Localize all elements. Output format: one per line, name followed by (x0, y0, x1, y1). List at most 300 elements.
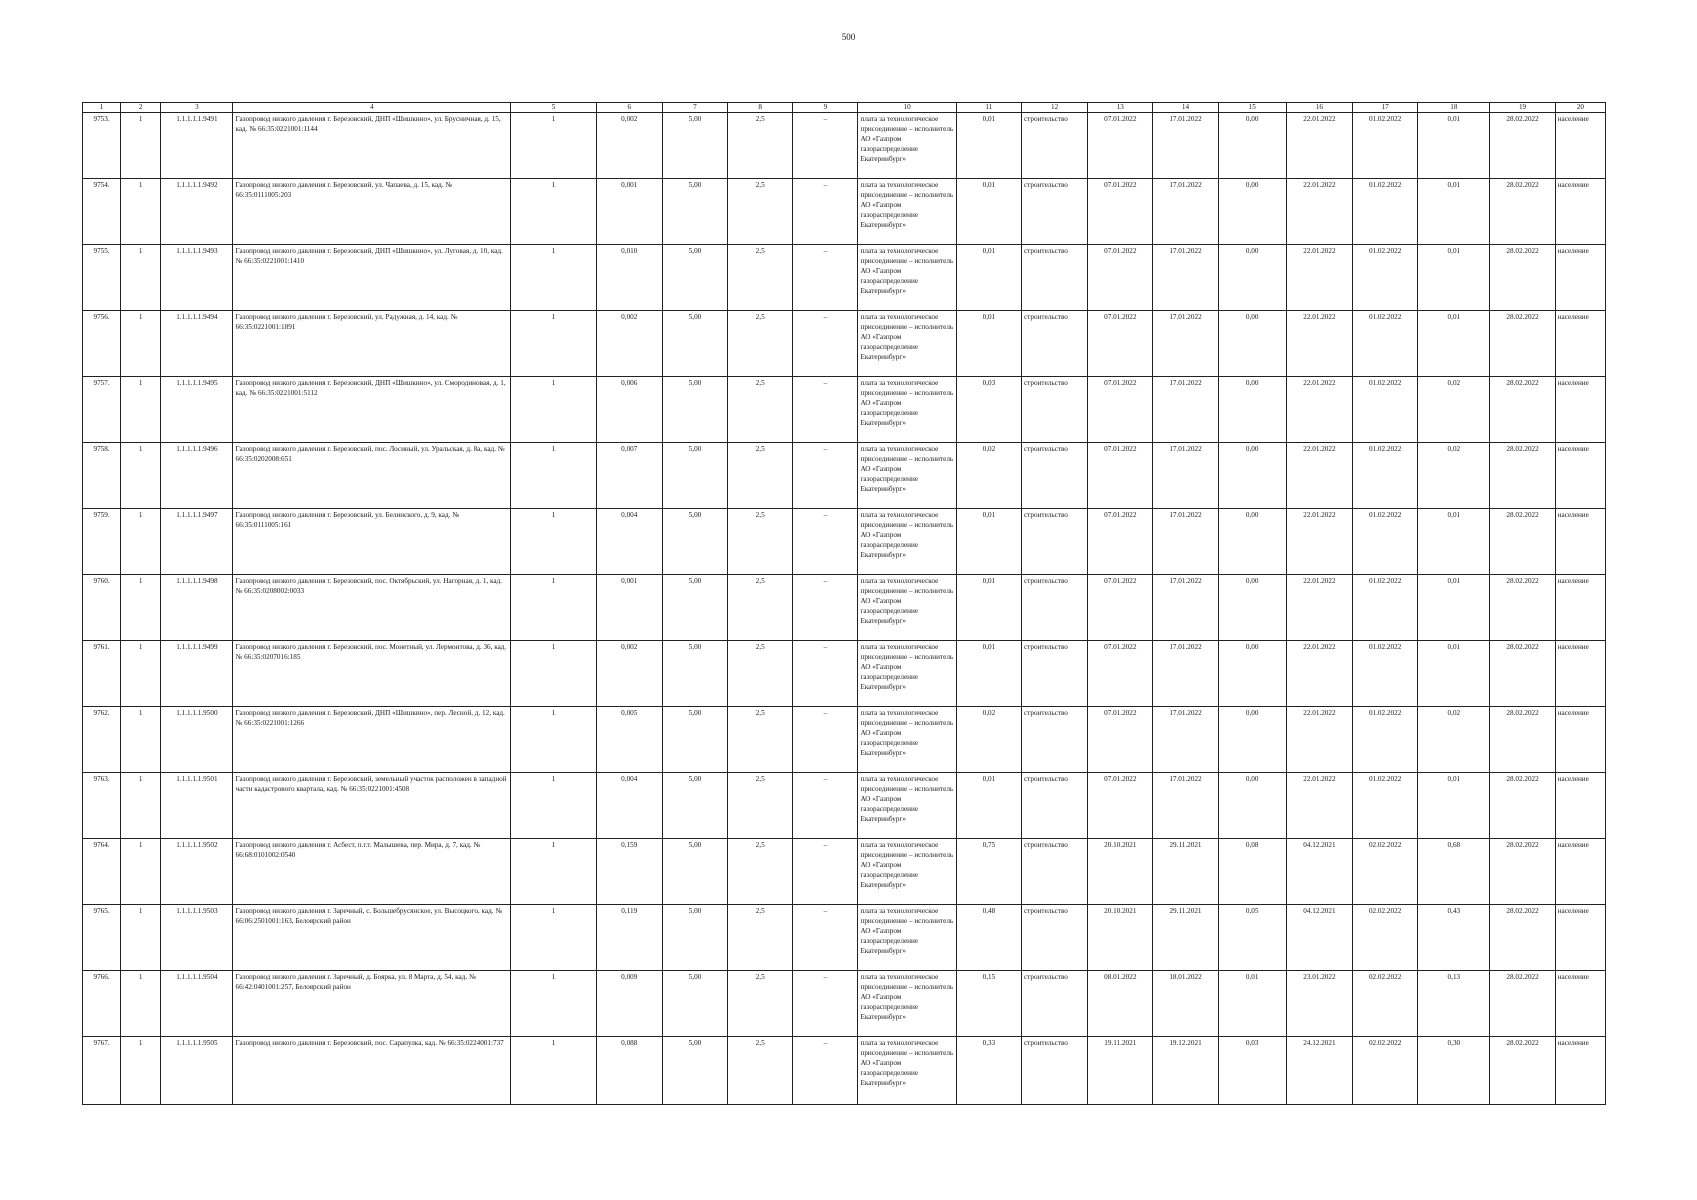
table-cell: 0,00 (1218, 311, 1286, 377)
table-cell: 9753. (83, 113, 121, 179)
table-cell: 0,05 (1218, 905, 1286, 971)
table-cell: 1 (121, 905, 161, 971)
table-cell: 0,002 (596, 641, 662, 707)
table-cell: – (793, 707, 858, 773)
table-cell: население (1555, 443, 1605, 509)
table-cell: 1.1.1.1.1.9500 (161, 707, 233, 773)
table-cell: 9761. (83, 641, 121, 707)
table-cell: Газопровод низкого давления г. Заречный, с. Большебрусянское, ул. Высоцкого, кад. № 66:06:2501001:163, Белоярский район (233, 905, 511, 971)
column-header: 1 (83, 103, 121, 113)
table-cell: 5,00 (662, 311, 727, 377)
table-cell: 0,03 (1218, 1037, 1286, 1105)
table-cell: 1 (121, 707, 161, 773)
table-cell: Газопровод низкого давления г. Асбест, п.г.т. Малышева, пер. Мира, д. 7, кад. № 66:68:0101002:0540 (233, 839, 511, 905)
table-cell: 5,00 (662, 971, 727, 1037)
table-cell: 0,01 (1418, 575, 1490, 641)
table-cell: 1.1.1.1.1.9498 (161, 575, 233, 641)
table-cell: 1.1.1.1.1.9491 (161, 113, 233, 179)
table-cell: 0,001 (596, 575, 662, 641)
table-cell: 28.02.2022 (1490, 179, 1555, 245)
column-header: 16 (1286, 103, 1352, 113)
table-row (83, 443, 1606, 509)
table-cell: 1 (511, 1037, 596, 1105)
table-cell: Газопровод низкого давления г. Березовский, ДНП «Шишкино», пер. Лесной, д. 12, кад. № 66:35:0221001:1266 (233, 707, 511, 773)
table-cell: 01.02.2022 (1353, 443, 1418, 509)
table-cell: 0,00 (1218, 509, 1286, 575)
table-cell: 2,5 (728, 773, 793, 839)
table-cell: 1 (121, 641, 161, 707)
table-cell: Газопровод низкого давления г. Березовский, ул. Чапаева, д. 15, кад. № 66:35:0111005:203 (233, 179, 511, 245)
table-cell: 9760. (83, 575, 121, 641)
table-cell: 0,01 (956, 113, 1021, 179)
table-cell: 9765. (83, 905, 121, 971)
table-cell: 9762. (83, 707, 121, 773)
table-cell: 9764. (83, 839, 121, 905)
table-cell: 01.02.2022 (1353, 113, 1418, 179)
table-cell: 0,01 (1218, 971, 1286, 1037)
table-cell: 5,00 (662, 773, 727, 839)
table-row (83, 641, 1606, 707)
table-cell: строительство (1021, 641, 1087, 707)
table-cell: 01.02.2022 (1353, 245, 1418, 311)
table-cell: плата за технологическое присоединение – исполнитель АО «Газпром газораспределение Екатеринбург» (858, 113, 956, 179)
table-cell: 22.01.2022 (1286, 113, 1352, 179)
table-cell: 17.01.2022 (1153, 311, 1218, 377)
table-cell: строительство (1021, 839, 1087, 905)
table-cell: 9758. (83, 443, 121, 509)
table-cell: строительство (1021, 575, 1087, 641)
table-cell: 1.1.1.1.1.9492 (161, 179, 233, 245)
table-row (83, 311, 1606, 377)
table-cell: 1 (121, 377, 161, 443)
table-cell: 5,00 (662, 1037, 727, 1105)
table-cell: 07.01.2022 (1088, 509, 1153, 575)
table-cell: 0,004 (596, 509, 662, 575)
table-cell: 0,159 (596, 839, 662, 905)
table-cell: плата за технологическое присоединение – исполнитель АО «Газпром газораспределение Екатеринбург» (858, 245, 956, 311)
table-cell: плата за технологическое присоединение – исполнитель АО «Газпром газораспределение Екатеринбург» (858, 509, 956, 575)
table-cell: 18.01.2022 (1153, 971, 1218, 1037)
table-cell: население (1555, 377, 1605, 443)
table-cell: 2,5 (728, 971, 793, 1037)
table-cell: 0,01 (956, 641, 1021, 707)
table-cell: 1 (121, 443, 161, 509)
table-cell: – (793, 905, 858, 971)
column-header: 10 (858, 103, 956, 113)
table-cell: Газопровод низкого давления г. Березовский, ул. Радужная, д. 14, кад. № 66:35:0221001:1891 (233, 311, 511, 377)
table-cell: 5,00 (662, 641, 727, 707)
table-cell: 0,009 (596, 971, 662, 1037)
table-cell: 0,75 (956, 839, 1021, 905)
table-cell: 5,00 (662, 905, 727, 971)
column-header: 3 (161, 103, 233, 113)
table-cell: Газопровод низкого давления г. Березовский, пос. Монетный, ул. Лермонтова, д. 36, кад. № 66:35:0207016:185 (233, 641, 511, 707)
table-cell: 0,01 (1418, 641, 1490, 707)
table-cell: 0,00 (1218, 443, 1286, 509)
table-cell: 0,02 (956, 443, 1021, 509)
table-cell: 5,00 (662, 707, 727, 773)
table-cell: 0,006 (596, 377, 662, 443)
table-cell: население (1555, 113, 1605, 179)
table-cell: 5,00 (662, 839, 727, 905)
table-row (83, 575, 1606, 641)
column-header: 12 (1021, 103, 1087, 113)
table-cell: 17.01.2022 (1153, 509, 1218, 575)
table-cell: 20.10.2021 (1088, 905, 1153, 971)
table-cell: 20.10.2021 (1088, 839, 1153, 905)
table-cell: 19.12.2021 (1153, 1037, 1218, 1105)
table-cell: 07.01.2022 (1088, 641, 1153, 707)
column-header: 19 (1490, 103, 1555, 113)
table-cell: Газопровод низкого давления г. Березовский, ДНП «Шишкино», ул. Брусничная, д. 15, кад. № 66:35:0221001:1144 (233, 113, 511, 179)
table-cell: плата за технологическое присоединение – исполнитель АО «Газпром газораспределение Екатеринбург» (858, 311, 956, 377)
table-cell: население (1555, 641, 1605, 707)
table-cell: 22.01.2022 (1286, 443, 1352, 509)
table-cell: 0,005 (596, 707, 662, 773)
table-cell: 1.1.1.1.1.9503 (161, 905, 233, 971)
table-cell: 2,5 (728, 905, 793, 971)
table-cell: 17.01.2022 (1153, 641, 1218, 707)
table-cell: Газопровод низкого давления г. Березовский, пос. Лосиный, ул. Уральская, д. 8а, кад. № 66:35:0202008:651 (233, 443, 511, 509)
table-cell: Газопровод низкого давления г. Березовский, земельный участок расположен в западной части кадастрового квартала, кад. № 66:35:0221001:4508 (233, 773, 511, 839)
table-cell: 1 (511, 905, 596, 971)
table-cell: 2,5 (728, 1037, 793, 1105)
table-cell: 0,01 (1418, 179, 1490, 245)
table-cell: население (1555, 575, 1605, 641)
table-cell: 1 (121, 839, 161, 905)
column-header: 13 (1088, 103, 1153, 113)
table-cell: 22.01.2022 (1286, 707, 1352, 773)
table-cell: население (1555, 773, 1605, 839)
table-cell: 9755. (83, 245, 121, 311)
table-cell: население (1555, 905, 1605, 971)
table-cell: 0,00 (1218, 179, 1286, 245)
table-cell: 0,30 (1418, 1037, 1490, 1105)
table-cell: 07.01.2022 (1088, 311, 1153, 377)
table-cell: 28.02.2022 (1490, 971, 1555, 1037)
table-cell: – (793, 839, 858, 905)
table-cell: 0,01 (956, 575, 1021, 641)
table-row (83, 773, 1606, 839)
table-cell: 19.11.2021 (1088, 1037, 1153, 1105)
table-cell: плата за технологическое присоединение – исполнитель АО «Газпром газораспределение Екатеринбург» (858, 905, 956, 971)
table-cell: население (1555, 245, 1605, 311)
table-cell: 22.01.2022 (1286, 641, 1352, 707)
table-cell: 1 (121, 311, 161, 377)
table-cell: 17.01.2022 (1153, 575, 1218, 641)
table-cell: – (793, 443, 858, 509)
table-cell: 2,5 (728, 575, 793, 641)
table-row (83, 971, 1606, 1037)
table-cell: 2,5 (728, 839, 793, 905)
table-cell: плата за технологическое присоединение – исполнитель АО «Газпром газораспределение Екатеринбург» (858, 377, 956, 443)
table-cell: 04.12.2021 (1286, 839, 1352, 905)
table-cell: 5,00 (662, 179, 727, 245)
table-cell: – (793, 311, 858, 377)
table-row (83, 377, 1606, 443)
table-cell: 0,00 (1218, 773, 1286, 839)
table-cell: 28.02.2022 (1490, 707, 1555, 773)
column-header: 8 (728, 103, 793, 113)
table-cell: 2,5 (728, 509, 793, 575)
table-cell: 1 (511, 179, 596, 245)
table-cell: 22.01.2022 (1286, 773, 1352, 839)
table-cell: 28.02.2022 (1490, 1037, 1555, 1105)
table-cell: 1.1.1.1.1.9496 (161, 443, 233, 509)
table-cell: 2,5 (728, 443, 793, 509)
table-cell: 0,08 (1218, 839, 1286, 905)
table-cell: население (1555, 971, 1605, 1037)
table-cell: 28.02.2022 (1490, 377, 1555, 443)
table-cell: 17.01.2022 (1153, 377, 1218, 443)
table-cell: 0,01 (1418, 311, 1490, 377)
table-cell: 1 (121, 1037, 161, 1105)
table-cell: 2,5 (728, 245, 793, 311)
table-cell: плата за технологическое присоединение – исполнитель АО «Газпром газораспределение Екатеринбург» (858, 707, 956, 773)
table-cell: 22.01.2022 (1286, 179, 1352, 245)
column-header: 9 (793, 103, 858, 113)
table-cell: Газопровод низкого давления г. Березовский, ДНП «Шишкино», ул. Луговая, д. 10, кад. № 66:35:0221001:1410 (233, 245, 511, 311)
table-cell: строительство (1021, 905, 1087, 971)
table-cell: 0,15 (956, 971, 1021, 1037)
column-header: 4 (233, 103, 511, 113)
table-cell: 9767. (83, 1037, 121, 1105)
table-cell: 28.02.2022 (1490, 443, 1555, 509)
table-cell: 0,68 (1418, 839, 1490, 905)
table-cell: 1.1.1.1.1.9495 (161, 377, 233, 443)
table-cell: население (1555, 707, 1605, 773)
table-cell: 02.02.2022 (1353, 905, 1418, 971)
table-cell: 1 (511, 443, 596, 509)
table-cell: 1 (511, 311, 596, 377)
table-cell: 5,00 (662, 377, 727, 443)
table-cell: 0,01 (1418, 509, 1490, 575)
table-cell: 17.01.2022 (1153, 245, 1218, 311)
table-cell: 01.02.2022 (1353, 179, 1418, 245)
table-body (83, 113, 1606, 1105)
table-cell: 28.02.2022 (1490, 773, 1555, 839)
table-cell: 0,43 (1418, 905, 1490, 971)
table-cell: 01.02.2022 (1353, 509, 1418, 575)
table-row (83, 839, 1606, 905)
table-cell: 01.02.2022 (1353, 641, 1418, 707)
table-cell: 07.01.2022 (1088, 575, 1153, 641)
table-cell: 0,33 (956, 1037, 1021, 1105)
table-cell: 0,01 (956, 311, 1021, 377)
table-cell: 5,00 (662, 509, 727, 575)
column-header: 11 (956, 103, 1021, 113)
table-cell: 01.02.2022 (1353, 311, 1418, 377)
table-cell: 0,01 (956, 509, 1021, 575)
table-cell: 28.02.2022 (1490, 839, 1555, 905)
table-cell: 1 (511, 575, 596, 641)
table-cell: 9756. (83, 311, 121, 377)
table-cell: 1 (511, 377, 596, 443)
table-cell: 0,01 (1418, 245, 1490, 311)
table-cell: 01.02.2022 (1353, 707, 1418, 773)
column-header: 7 (662, 103, 727, 113)
table-cell: – (793, 179, 858, 245)
table-cell: строительство (1021, 377, 1087, 443)
table-cell: 5,00 (662, 245, 727, 311)
table-cell: плата за технологическое присоединение – исполнитель АО «Газпром газораспределение Екатеринбург» (858, 575, 956, 641)
table-cell: 22.01.2022 (1286, 509, 1352, 575)
table-cell: 0,01 (1418, 773, 1490, 839)
table-cell: – (793, 575, 858, 641)
table-cell: 23.01.2022 (1286, 971, 1352, 1037)
table-cell: – (793, 1037, 858, 1105)
table-cell: – (793, 377, 858, 443)
table-cell: 0,00 (1218, 575, 1286, 641)
table-cell: – (793, 509, 858, 575)
table-cell: строительство (1021, 773, 1087, 839)
table-cell: строительство (1021, 971, 1087, 1037)
table-cell: 02.02.2022 (1353, 1037, 1418, 1105)
table-cell: 0,00 (1218, 641, 1286, 707)
table-cell: 9759. (83, 509, 121, 575)
table-cell: 0,001 (596, 179, 662, 245)
table-cell: 02.02.2022 (1353, 971, 1418, 1037)
table-cell: 2,5 (728, 707, 793, 773)
table-cell: – (793, 641, 858, 707)
table-cell: 28.02.2022 (1490, 311, 1555, 377)
column-header: 15 (1218, 103, 1286, 113)
table-cell: 0,02 (956, 707, 1021, 773)
table-cell: 01.02.2022 (1353, 773, 1418, 839)
table-cell: 1.1.1.1.1.9493 (161, 245, 233, 311)
column-header: 17 (1353, 103, 1418, 113)
table-cell: 1 (511, 245, 596, 311)
table-cell: строительство (1021, 179, 1087, 245)
table-cell: Газопровод низкого давления г. Березовский, пос. Сарапулка, кад. № 66:35:0224001:737 (233, 1037, 511, 1105)
table-cell: плата за технологическое присоединение – исполнитель АО «Газпром газораспределение Екатеринбург» (858, 443, 956, 509)
table-cell: 17.01.2022 (1153, 179, 1218, 245)
table-cell: 0,119 (596, 905, 662, 971)
table-cell: 1 (121, 509, 161, 575)
table-cell: 28.02.2022 (1490, 113, 1555, 179)
table-cell: 17.01.2022 (1153, 443, 1218, 509)
table-cell: 08.01.2022 (1088, 971, 1153, 1037)
table-cell: 1 (511, 113, 596, 179)
table-cell: 07.01.2022 (1088, 377, 1153, 443)
table-cell: население (1555, 311, 1605, 377)
table-cell: 28.02.2022 (1490, 641, 1555, 707)
table-cell: строительство (1021, 311, 1087, 377)
table-cell: 9754. (83, 179, 121, 245)
table-cell: население (1555, 839, 1605, 905)
table-cell: 0,00 (1218, 707, 1286, 773)
table-cell: 01.02.2022 (1353, 377, 1418, 443)
table-cell: 5,00 (662, 443, 727, 509)
table-cell: 1.1.1.1.1.9501 (161, 773, 233, 839)
table-cell: 9757. (83, 377, 121, 443)
table-cell: население (1555, 1037, 1605, 1105)
table-cell: 0,002 (596, 113, 662, 179)
table-cell: 17.01.2022 (1153, 773, 1218, 839)
table-cell: 1.1.1.1.1.9494 (161, 311, 233, 377)
table-cell: 04.12.2021 (1286, 905, 1352, 971)
table-cell: плата за технологическое присоединение – исполнитель АО «Газпром газораспределение Екатеринбург» (858, 971, 956, 1037)
table-row (83, 707, 1606, 773)
table-cell: – (793, 773, 858, 839)
table-cell: 0,02 (1418, 443, 1490, 509)
table-row (83, 509, 1606, 575)
table-cell: 0,004 (596, 773, 662, 839)
table-cell: 1.1.1.1.1.9504 (161, 971, 233, 1037)
table-cell: 5,00 (662, 575, 727, 641)
table-cell: плата за технологическое присоединение – исполнитель АО «Газпром газораспределение Екатеринбург» (858, 641, 956, 707)
table-cell: 2,5 (728, 641, 793, 707)
table-cell: Газопровод низкого давления г. Березовский, ДНП «Шишкино», ул. Смородиновая, д. 1, кад. № 66:35:0221001:5112 (233, 377, 511, 443)
table-cell: строительство (1021, 707, 1087, 773)
table-cell: строительство (1021, 443, 1087, 509)
table-cell: Газопровод низкого давления г. Заречный, д. Боярка, ул. 8 Марта, д. 54, кад. № 66:42:0401001:257, Белоярский район (233, 971, 511, 1037)
table-cell: 0,03 (956, 377, 1021, 443)
table-cell: население (1555, 179, 1605, 245)
table-cell: 0,007 (596, 443, 662, 509)
column-header: 6 (596, 103, 662, 113)
table-cell: 07.01.2022 (1088, 707, 1153, 773)
table-cell: 2,5 (728, 179, 793, 245)
table-cell: 0,02 (1418, 377, 1490, 443)
page-number: 500 (841, 32, 856, 42)
table-cell: 28.02.2022 (1490, 509, 1555, 575)
table-cell: 07.01.2022 (1088, 113, 1153, 179)
table-cell: 17.01.2022 (1153, 113, 1218, 179)
column-header: 5 (511, 103, 596, 113)
table-cell: 1 (121, 971, 161, 1037)
table-cell: 1 (121, 113, 161, 179)
table-cell: 02.02.2022 (1353, 839, 1418, 905)
header-row (83, 103, 1606, 113)
table-cell: 1 (121, 575, 161, 641)
table-cell: 1 (511, 839, 596, 905)
table-cell: 1.1.1.1.1.9505 (161, 1037, 233, 1105)
column-header: 14 (1153, 103, 1218, 113)
table-cell: Газопровод низкого давления г. Березовский, ул. Белинского, д. 9, кад. № 66:35:0111005:161 (233, 509, 511, 575)
column-header: 20 (1555, 103, 1605, 113)
table-cell: – (793, 245, 858, 311)
table-cell: 1.1.1.1.1.9499 (161, 641, 233, 707)
table-cell: 2,5 (728, 311, 793, 377)
table-cell: 0,088 (596, 1037, 662, 1105)
table-cell: плата за технологическое присоединение – исполнитель АО «Газпром газораспределение Екатеринбург» (858, 839, 956, 905)
table-cell: 22.01.2022 (1286, 245, 1352, 311)
table-cell: 1 (511, 773, 596, 839)
table-cell: 07.01.2022 (1088, 245, 1153, 311)
table-row (83, 245, 1606, 311)
table-row (83, 179, 1606, 245)
table-cell: 07.01.2022 (1088, 179, 1153, 245)
table-cell: 22.01.2022 (1286, 377, 1352, 443)
table-cell: 28.02.2022 (1490, 905, 1555, 971)
table-row (83, 113, 1606, 179)
table-cell: 29.11.2021 (1153, 905, 1218, 971)
column-header: 18 (1418, 103, 1490, 113)
table-cell: – (793, 113, 858, 179)
table-cell: плата за технологическое присоединение – исполнитель АО «Газпром газораспределение Екатеринбург» (858, 1037, 956, 1105)
table-cell: 0,02 (1418, 707, 1490, 773)
table-cell: 0,01 (956, 245, 1021, 311)
table-cell: 1 (511, 971, 596, 1037)
table-cell: население (1555, 509, 1605, 575)
table-cell: 28.02.2022 (1490, 245, 1555, 311)
table-cell: 1.1.1.1.1.9502 (161, 839, 233, 905)
table-cell: 0,010 (596, 245, 662, 311)
table-cell: плата за технологическое присоединение – исполнитель АО «Газпром газораспределение Екатеринбург» (858, 179, 956, 245)
table-cell: 07.01.2022 (1088, 443, 1153, 509)
table-cell: 17.01.2022 (1153, 707, 1218, 773)
